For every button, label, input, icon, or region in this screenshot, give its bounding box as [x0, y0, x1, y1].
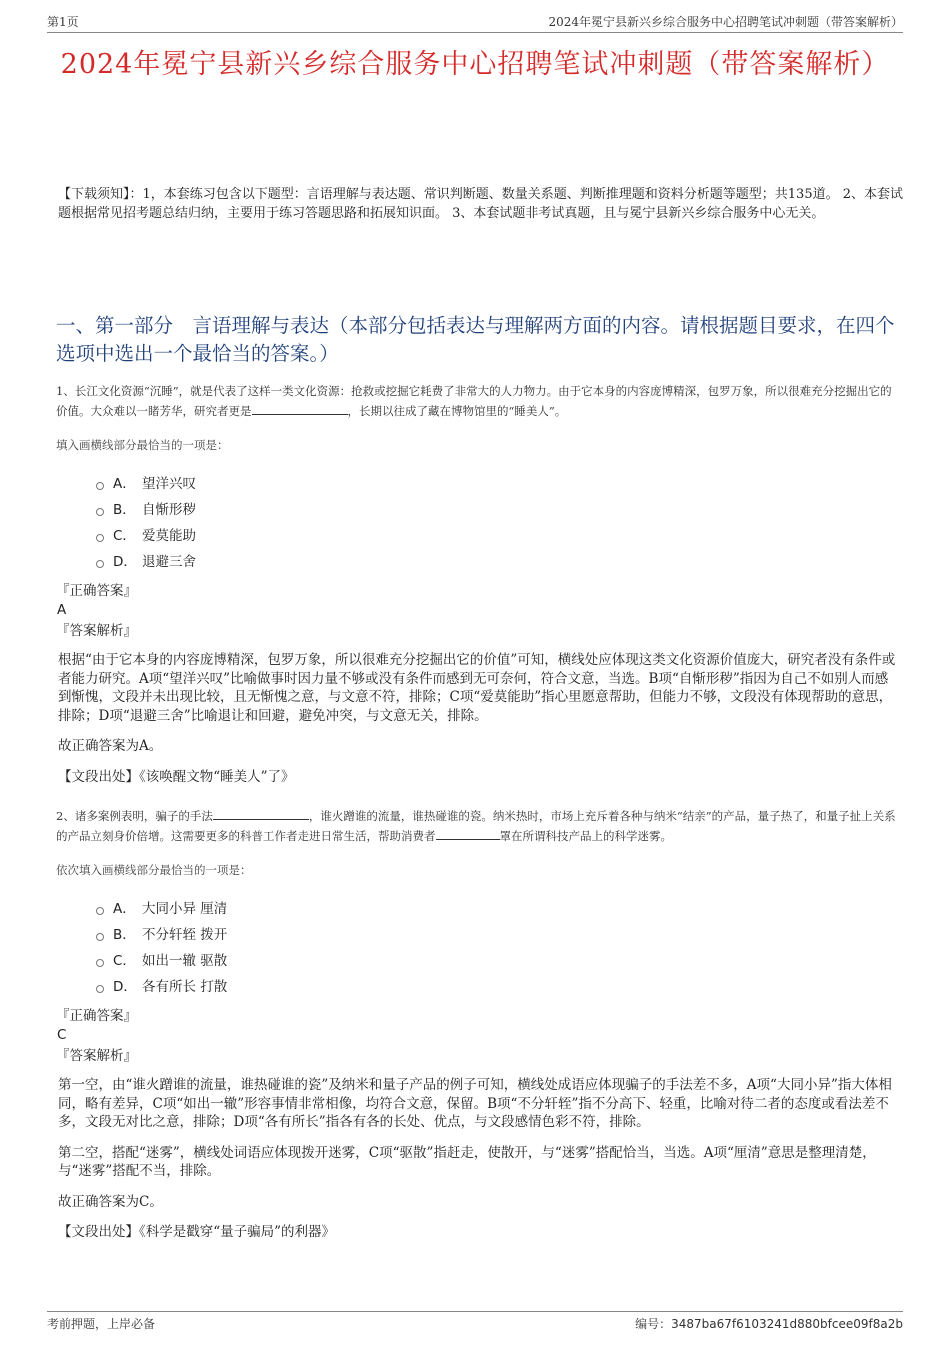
answer-blank — [213, 807, 309, 820]
radio-icon[interactable] — [96, 508, 104, 516]
page-footer — [47, 1311, 903, 1334]
radio-icon[interactable] — [96, 482, 104, 490]
radio-icon[interactable] — [96, 933, 104, 941]
correct-answer-value: C — [57, 1027, 67, 1043]
footer-slogan: 考前押题，上岸必备 — [47, 1316, 156, 1331]
analysis-label: 『答案解析』 — [56, 1048, 137, 1064]
page-number: 第1页 — [47, 14, 79, 29]
option-d[interactable]: D． 各有所长 打散 — [96, 974, 900, 1000]
header-doc-title: 2024年冕宁县新兴乡综合服务中心招聘笔试冲刺题（带答案解析） — [548, 14, 903, 29]
option-b[interactable]: B． 不分轩轾 拨开 — [96, 922, 900, 948]
footer-code: 编号：3487ba67f6103241d880bfcee09f8a2b — [635, 1316, 903, 1331]
radio-icon[interactable] — [96, 560, 104, 568]
question-prompt: 填入画横线部分最恰当的一项是： — [56, 438, 229, 452]
analysis-paragraph: 根据“由于它本身的内容庞博精深，包罗万象，所以很难充分挖掘出它的价值”可知，横线处应体现这类文化资源价值庞大，研究者没有条件或者能力研究。A项“望洋兴叹”比喻做事时因力量不够或没有条件而感到无可奈何，符合文意，当选。B项“自惭形秽”指因为自己不如别人而感到惭愧，文段并未出现比较，且无惭愧之意，与文意不符，排除；C项“爱莫能助”指心里愿意帮助，但能力不够，文段没有体现帮助的意思，排除；D项“退避三舍”比喻退让和回避，避免冲突，与文意无关，排除。 — [58, 652, 896, 724]
question-stem: 2、诸多案例表明，骗子的手法 ，谁火蹭谁的流量，谁热碰谁的瓷。纳米热时，市场上充斥着各种与纳米“结亲”的产品，量子热了，和量子扯上关系的产品立刻身价倍增。这需要更多的科普工作者走进日常生活，帮助消费者 罩在所谓科技产品上的科学迷雾。 — [56, 809, 896, 843]
question-2 — [56, 806, 900, 1242]
radio-icon[interactable] — [96, 534, 104, 542]
option-list — [96, 896, 900, 1000]
answer-blank — [436, 827, 500, 840]
option-a[interactable]: A． 大同小异 厘清 — [96, 896, 900, 922]
option-a[interactable]: A． 望洋兴叹 — [96, 471, 900, 497]
option-c[interactable]: C． 如出一辙 驱散 — [96, 948, 900, 974]
source-citation: 【文段出处】《该唤醒文物“睡美人”了》 — [58, 768, 295, 785]
analysis-paragraph: 第一空，由“谁火蹭谁的流量，谁热碰谁的瓷”及纳米和量子产品的例子可知，横线处成语应体现骗子的手法差不多，A项“大同小异”指大体相同，略有差异，C项“如出一辙”形容事情非常相像，均符合文意，保留。B项“不分轩轾”指不分高下、轻重，比喻对待二者的态度或看法差不多，文段无对比之意，排除；D项“各有所长”指各有各的长处、优点，与文段感情色彩不符，排除。 — [58, 1077, 892, 1130]
radio-icon[interactable] — [96, 907, 104, 915]
option-d[interactable]: D． 退避三舍 — [96, 549, 900, 575]
section-heading: 一、第一部分 言语理解与表达（本部分包括表达与理解两方面的内容。请根据题目要求，在四个选项中选出一个最恰当的答案。） — [56, 314, 895, 365]
option-c[interactable]: C． 爱莫能助 — [96, 523, 900, 549]
option-b[interactable]: B． 自惭形秽 — [96, 497, 900, 523]
correct-answer-label: 『正确答案』 — [56, 583, 137, 599]
option-list — [96, 471, 900, 575]
correct-answer-label: 『正确答案』 — [56, 1008, 137, 1024]
download-notice: 【下载须知】：1，本套练习包含以下题型：言语理解与表达题、常识判断题、数量关系题、判断推理题和资料分析题等题型；共135道。 2、本套试题根据常见招考题总结归纳，主要用于练习答题思路和拓展知识面。 3、本套试题非考试真题，且与冕宁县新兴乡综合服务中心无关。 — [58, 187, 903, 221]
source-citation: 【文段出处】《科学是戳穿“量子骗局”的利器》 — [58, 1224, 336, 1240]
answer-blank — [252, 402, 348, 415]
question-stem: 1、长江文化资源“沉睡”，就是代表了这样一类文化资源：抢救或挖掘它耗费了非常大的人力物力。由于它本身的内容庞博精深，包罗万象，所以很难充分挖掘出它的价值。大众难以一睹芳华，研究者更是 ，长期以往成了藏在博物馆里的“睡美人”。 — [56, 384, 892, 418]
question-1 — [56, 381, 900, 786]
page-header — [47, 10, 903, 33]
page-title: 2024年冕宁县新兴乡综合服务中心招聘笔试冲刺题（带答案解析） — [60, 49, 890, 80]
radio-icon[interactable] — [96, 959, 104, 967]
analysis-label: 『答案解析』 — [56, 623, 137, 639]
radio-icon[interactable] — [96, 985, 104, 993]
question-prompt: 依次填入画横线部分最恰当的一项是： — [56, 863, 252, 877]
analysis-paragraph: 第二空，搭配“迷雾”，横线处词语应体现拨开迷雾，C项“驱散”指赶走，使散开，与“迷雾”搭配恰当，当选。A项“厘清”意思是整理清楚，与“迷雾”搭配不当，排除。 — [58, 1144, 876, 1179]
analysis-conclusion: 故正确答案为A。 — [58, 738, 163, 754]
analysis-conclusion: 故正确答案为C。 — [58, 1193, 163, 1210]
correct-answer-value: A — [57, 602, 67, 618]
